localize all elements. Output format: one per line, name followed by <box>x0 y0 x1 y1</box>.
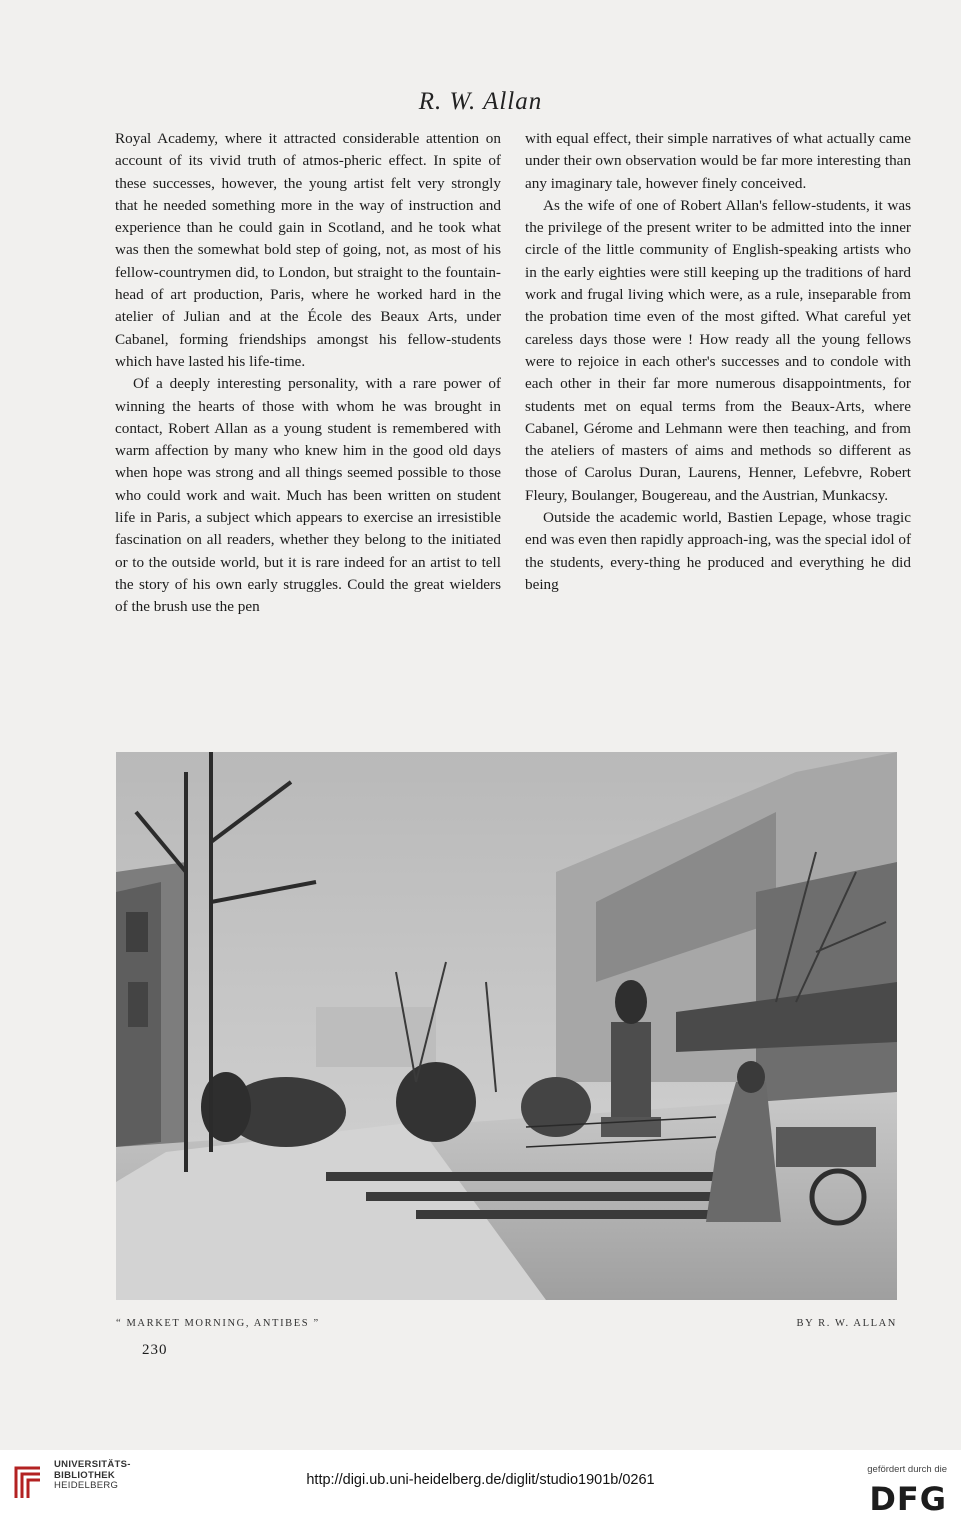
paragraph: with equal effect, their simple narratives of what actually came under their own observation would be far more interesting than any imaginary tale, however finely conceived. <box>525 130 911 192</box>
running-head: R. W. Allan <box>418 88 543 115</box>
source-url-link[interactable]: http://digi.ub.uni-heidelberg.de/diglit/studio1901b/0261 <box>306 1472 655 1488</box>
paragraph: Royal Academy, where it attracted considerable attention on account of its vivid truth of atmos-pheric effect. In spite of these successes, however, the young artist felt very strongly that he needed something more in the way of instruction and experience than he could gain in Scotland, and he took what was then the somewhat bold step of going, not, as most of his fellow-countrymen did, to London, but straight to the fountain-head of art production, Paris, where he worked hard in the atelier of Julian and at the École des Beaux Arts, under Cabanel, forming friendships amongst his fellow-students which have lasted his life-time. <box>115 130 501 370</box>
paragraph: Of a deeply interesting personality, with a rare power of winning the hearts of those with whom he was brought in contact, Robert Allan as a young student is remembered with warm affection by many who knew him in the good old days when hope was strong and all things seemed possible to those who could work and wait. Much has been written on student life in Paris, a subject which appears to exercise an irresistible fascination on all readers, whether they belong to the initiated or to the outside world, but it is rare indeed for an artist to tell the story of his own early struggles. Could the great wielders of the brush use the pen <box>115 375 501 616</box>
plate-caption-artist: BY R. W. ALLAN <box>796 1318 897 1329</box>
illustration-market-morning <box>116 752 897 1300</box>
page-number: 230 <box>142 1342 168 1358</box>
painting-image <box>116 752 897 1300</box>
plate-caption-title: “ MARKET MORNING, ANTIBES ” <box>116 1318 320 1329</box>
article-body <box>115 128 911 718</box>
dfg-logo: DFG <box>869 1480 947 1518</box>
right-column <box>525 128 911 718</box>
paragraph: Outside the academic world, Bastien Lepage, whose tragic end was even then rapidly approach-ing, was the special idol of the students, every-thing he produced and everything he did being <box>525 509 911 593</box>
paragraph: As the wife of one of Robert Allan's fellow-students, it was the privilege of the present writer to be admitted into the inner circle of the little community of English-speaking artists who in the early eighties were still keeping up the traditions of hard work and frugal living which were, as a rule, inseparable from the probation time even of the most gifted. What careful yet careless days those were ! How ready all the young fellows were to rejoice in each other's successes and to condole with each other in their far more numerous disappointments, for students met on equal terms from the Beaux-Arts, where Cabanel, Gérome and Lehmann were then teaching, and from the ateliers of masters of aims and methods so different as those of Carolus Duran, Laurens, Henner, Lefebvre, Robert Fleury, Boulanger, Bougereau, and the Austrian, Munkacsy. <box>525 196 911 504</box>
funding-note: gefördert durch die <box>867 1464 947 1475</box>
library-name: UNIVERSITÄTS- BIBLIOTHEK HEIDELBERG <box>54 1459 131 1491</box>
digitization-footer <box>0 1450 961 1529</box>
left-column <box>115 128 501 718</box>
